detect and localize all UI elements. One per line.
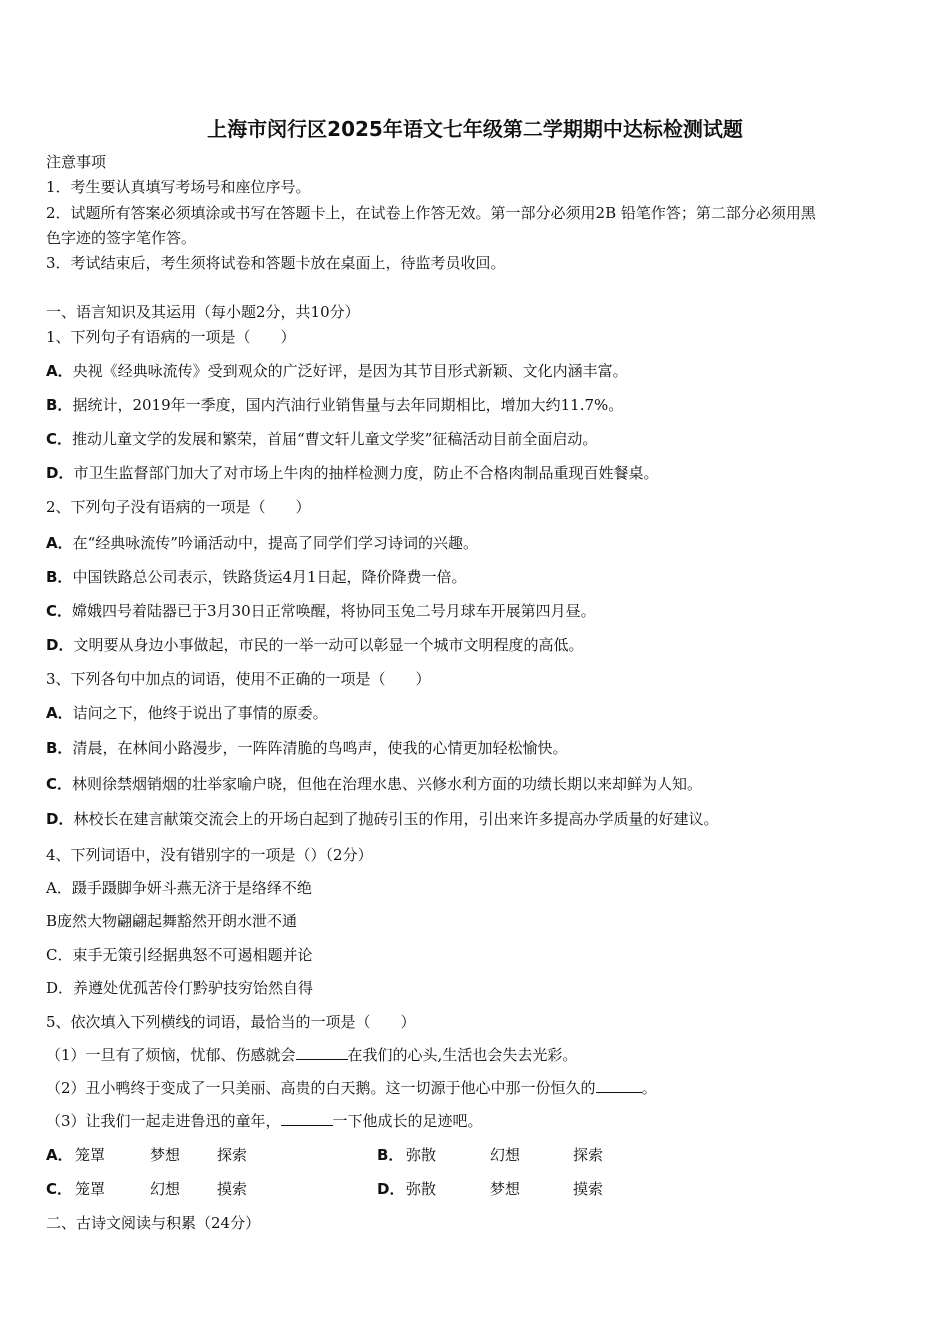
- option-word: 幻想: [150, 1180, 181, 1198]
- question-stem: 1、下列句子有语病的一项是（ ）: [46, 328, 296, 346]
- option-label: C．: [46, 1180, 73, 1198]
- answer-blank: [296, 1045, 348, 1060]
- section-heading: 二、古诗文阅读与积累（24分）: [46, 1214, 261, 1232]
- answer-blank: [281, 1111, 333, 1126]
- option-item: C．林则徐禁烟销烟的壮举家喻户晓，但他在治理水患、兴修水利方面的功绩长期以来却鲜为人知。: [46, 775, 703, 793]
- question-stem: 3、下列各句中加点的词语，使用不正确的一项是（ ）: [46, 670, 431, 688]
- option-word: 探索: [217, 1146, 248, 1164]
- option-item: C．推动儿童文学的发展和繁荣，首届“曹文轩儿童文学奖”征稿活动目前全面启动。: [46, 430, 598, 448]
- option-word: 笼罩: [75, 1180, 106, 1198]
- notice-item: 3．考试结束后，考生须将试卷和答题卡放在桌面上，待监考员收回。: [46, 254, 506, 272]
- option-word: 摸索: [573, 1180, 604, 1198]
- option-item: B．中国铁路总公司表示，铁路货运4月1日起，降价降费一倍。: [46, 568, 467, 586]
- option-item: A．诘问之下，他终于说出了事情的原委。: [46, 704, 328, 722]
- notice-item: 色字迹的签字笔作答。: [46, 229, 197, 247]
- option-item: D．养遵处优孤苦伶仃黔驴技穷饴然自得: [46, 979, 314, 997]
- option-word: 弥散: [406, 1180, 437, 1198]
- section-heading: 一、语言知识及其运用（每小题2分，共10分）: [46, 303, 360, 321]
- notice-item: 2．试题所有答案必须填涂或书写在答题卡上，在试卷上作答无效。第一部分必须用2B 铅笔作答；第二部分必须用黑: [46, 204, 816, 222]
- option-item: A．在“经典咏流传”吟诵活动中，提高了同学们学习诗词的兴趣。: [46, 534, 478, 552]
- question-stem: 5、依次填入下列横线的词语，最恰当的一项是（ ）: [46, 1013, 416, 1031]
- option-word: 幻想: [490, 1146, 521, 1164]
- option-item: D．市卫生监督部门加大了对市场上牛肉的抽样检测力度，防止不合格肉制品重现百姓餐桌。: [46, 464, 659, 482]
- option-word: 探索: [573, 1146, 604, 1164]
- option-item: D．林校长在建言献策交流会上的开场白起到了抛砖引玉的作用，引出来许多提高办学质量的好建议。: [46, 810, 719, 828]
- option-item: C．嫦娥四号着陆器已于3月30日正常唤醒，将协同玉兔二号月球车开展第四月昼。: [46, 602, 596, 620]
- question-stem: 2、下列句子没有语病的一项是（ ）: [46, 498, 311, 516]
- option-word: 梦想: [490, 1180, 521, 1198]
- option-word: 梦想: [150, 1146, 181, 1164]
- notice-item: 1．考生要认真填写考场号和座位序号。: [46, 178, 311, 196]
- option-item: C．束手无策引经据典怒不可遏相题并论: [46, 946, 313, 964]
- option-label: A．: [46, 1146, 73, 1164]
- option-word: 弥散: [406, 1146, 437, 1164]
- option-item: D．文明要从身边小事做起，市民的一举一动可以彰显一个城市文明程度的高低。: [46, 636, 584, 654]
- option-item: A．央视《经典咏流传》受到观众的广泛好评，是因为其节目形式新颖、文化内涵丰富。: [46, 362, 628, 380]
- option-item: B庞然大物翩翩起舞豁然开朗水泄不通: [46, 912, 298, 930]
- option-item: B．据统计，2019年一季度，国内汽油行业销售量与去年同期相比，增加大约11.7%。: [46, 396, 624, 414]
- fill-sentence: （2）丑小鸭终于变成了一只美丽、高贵的白天鹅。这一切源于他心中那一份恒久的 。: [46, 1079, 657, 1097]
- option-word: 摸索: [217, 1180, 248, 1198]
- answer-blank: [596, 1078, 642, 1093]
- page-title: 上海市闵行区2025年语文七年级第二学期期中达标检测试题: [207, 117, 743, 141]
- notice-heading: 注意事项: [46, 153, 107, 171]
- question-stem: 4、下列词语中，没有错别字的一项是（）（2分）: [46, 846, 373, 864]
- option-word: 笼罩: [75, 1146, 106, 1164]
- option-item: B．清晨，在林间小路漫步，一阵阵清脆的鸟鸣声，使我的心情更加轻松愉快。: [46, 739, 568, 757]
- fill-sentence: （1）一旦有了烦恼，忧郁、伤感就会 在我们的心头,生活也会失去光彩。: [46, 1046, 578, 1064]
- option-label: B．: [377, 1146, 404, 1164]
- option-item: A．蹑手蹑脚争妍斗燕无济于是络绎不绝: [46, 879, 312, 897]
- option-label: D．: [377, 1180, 405, 1198]
- fill-sentence: （3）让我们一起走进鲁迅的童年， 一下他成长的足迹吧。: [46, 1112, 483, 1130]
